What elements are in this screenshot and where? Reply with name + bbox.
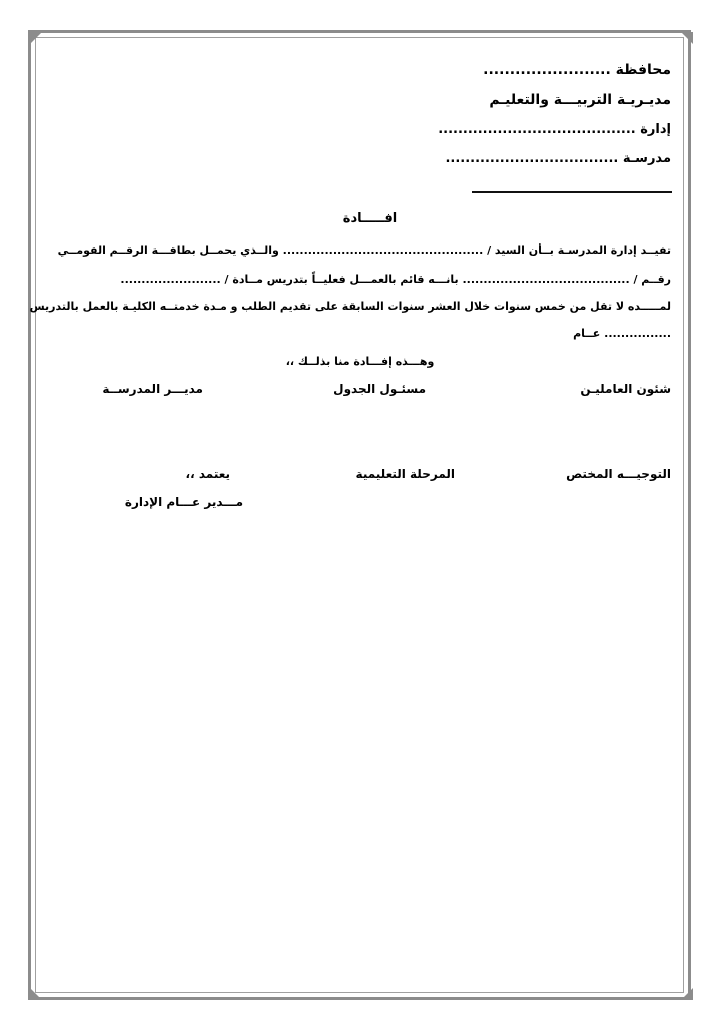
directorate-line: مديـريـة التربيـــة والتعليـم xyxy=(489,92,671,108)
body-line-3: لمـــــده لا تقل من خمس سنوات خلال العشر سنوات السابقة على تقديم الطلب و مـدة خدمتــه الكليـة بالعمل بالتدريس xyxy=(29,300,671,313)
signature-personnel: شئون العامليـن xyxy=(580,382,671,396)
governorate-line: محافظة ........................ xyxy=(483,62,671,78)
corner-ornament-icon xyxy=(30,32,42,44)
document-title: افـــــادة xyxy=(342,211,398,226)
signature-principal: مديـــر المدرســة xyxy=(102,382,203,396)
corner-ornament-icon xyxy=(681,988,693,1000)
header-divider xyxy=(472,191,672,193)
corner-ornament-icon xyxy=(681,32,693,44)
corner-ornament-icon xyxy=(30,988,42,1000)
signature-general-manager: مـــدير عـــام الإدارة xyxy=(124,495,243,509)
signature-guidance: التوجيـــه المختص xyxy=(566,467,671,481)
body-line-2: رقــم / ........................................ بانـــه قائم بالعمـــل فعليــاً بتدريس مــادة / ........................ xyxy=(120,273,671,286)
closing-line: وهـــذه إفـــادة منا بذلــك ،، xyxy=(285,355,435,368)
signature-approved: يعتمد ،، xyxy=(185,467,230,481)
body-line-1: تفيــد إدارة المدرسـة بــأن السيد / ................................................ والــذي يحمــل بطاقـــة الرقــم القومــي xyxy=(57,244,671,257)
administration-line: إدارة ........................................ xyxy=(438,122,671,137)
page-border-inner xyxy=(35,37,684,993)
signature-schedule: مسئـول الجدول xyxy=(333,382,426,396)
school-line: مدرسـة ................................... xyxy=(445,151,671,166)
body-line-4: ................ عــام xyxy=(573,327,671,340)
signature-stage: المرحلة التعليمية xyxy=(355,467,455,481)
